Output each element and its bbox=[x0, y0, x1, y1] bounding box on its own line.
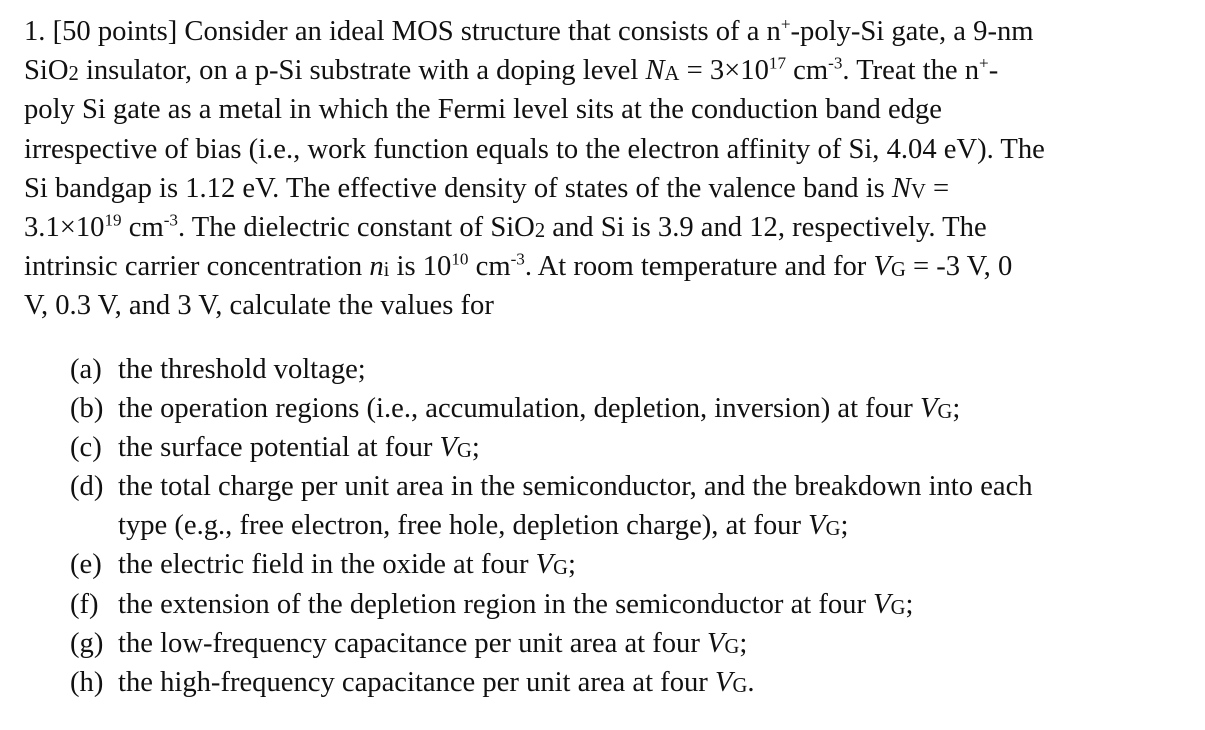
problem-statement bbox=[24, 12, 1189, 326]
question-part-f: (f) the extension of the depletion region in the semiconductor at four VG; bbox=[70, 588, 914, 620]
problem-line: SiO2 insulator, on a p-Si substrate with a doping level NA = $3\times 10^{17}$ $cm^{-3}$. Treat the n+- bbox=[24, 53, 999, 87]
question-part-a: (a) the threshold voltage; bbox=[70, 354, 366, 385]
problem-line: irrespective of bias (i.e., work function equals to the electron affinity of Si, 4.04 eV). The bbox=[24, 133, 1045, 165]
problem-line: poly Si gate as a metal in which the Fermi level sits at the conduction band edge bbox=[24, 94, 942, 126]
problem-line: $3.1\times 10^{19}$ $cm^{-3}$. The dielectric constant of SiO2 and Si is 3.9 and 12, respectively. The bbox=[24, 210, 987, 243]
question-part-e: (e) the electric field in the oxide at four VG; bbox=[70, 549, 576, 581]
question-part-g: (g) the low-frequency capacitance per unit area at four VG; bbox=[70, 627, 748, 659]
problem-line: Si bandgap is 1.12 eV. The effective density of states of the valence band is NV = bbox=[24, 172, 950, 204]
question-part-c: (c) the surface potential at four VG; bbox=[70, 432, 480, 464]
problem-line: 1. [50 points] Consider an ideal MOS structure that consists of a n+-poly-Si gate, a 9-nm bbox=[24, 14, 1034, 47]
question-parts-list bbox=[70, 350, 1170, 702]
question-part-d-continuation: type (e.g., free electron, free hole, depletion charge), at four VG; bbox=[118, 510, 849, 542]
problem-line: V, 0.3 V, and 3 V, calculate the values for bbox=[24, 290, 494, 322]
question-part-h: (h) the high-frequency capacitance per unit area at four VG. bbox=[70, 666, 755, 698]
question-part-d: (d) the total charge per unit area in the semiconductor, and the breakdown into each type (e.g., free electron, free hole, depletion charge), at four VG; bbox=[70, 467, 1170, 545]
problem-line: intrinsic carrier concentration ni is $10^{10}$ $cm^{-3}$. At room temperature and for VG = -3 V, 0 bbox=[24, 249, 1013, 283]
question-part-b: (b) the operation regions (i.e., accumulation, depletion, inversion) at four VG; bbox=[70, 393, 961, 425]
